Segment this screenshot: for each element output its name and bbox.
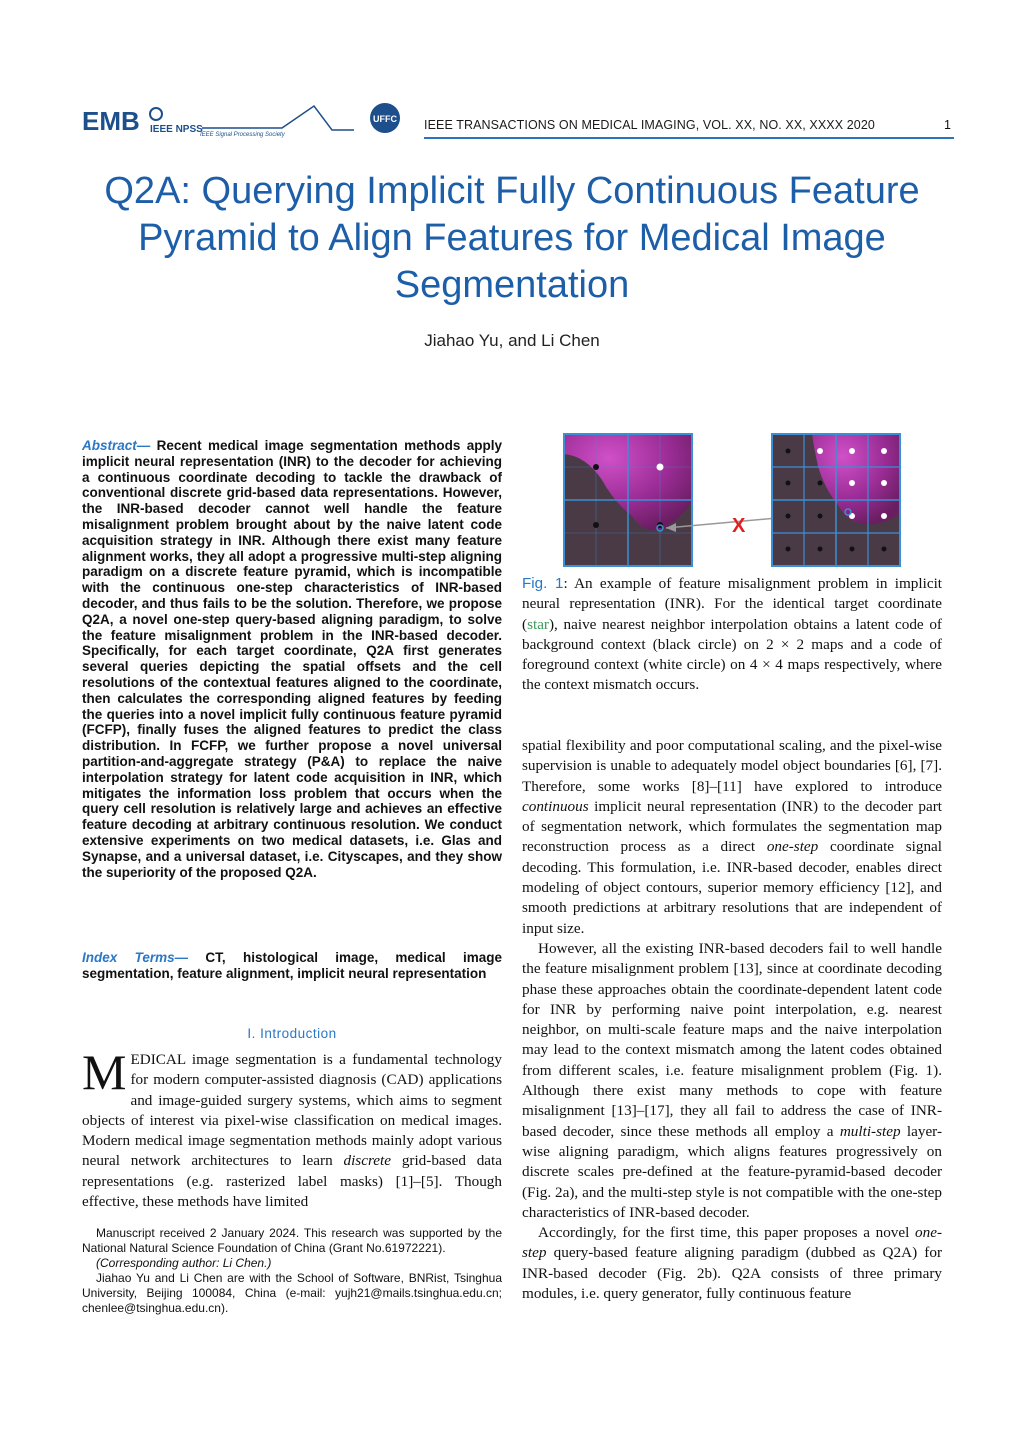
svg-text:EMB: EMB bbox=[82, 106, 140, 136]
footnote-affiliation: Jiahao Yu and Li Chen are with the School of Software, BNRist, Tsinghua University, Beijing 100084, China (e-mail: yujh21@mails.tsinghua.edu.cn; chenlee@tsinghua.edu.cn). bbox=[82, 1271, 502, 1315]
page-number: 1 bbox=[944, 118, 951, 132]
figure-1 bbox=[562, 432, 906, 568]
index-terms bbox=[82, 950, 502, 982]
signal-processing-society-logo bbox=[200, 106, 354, 138]
intro-lead: EDICAL image segmentation is a fundamental technology for modern computer-assisted diagnosis (CAD) applications and image-guided surgery systems, which aims to segment objects of interest via pixel-wise classification on medical images. Modern medical image segmentation methods mainly adopt various neural network architectures to learn bbox=[82, 1051, 502, 1170]
title-line-1: Q2A: Querying Implicit Fully Continuous Feature bbox=[104, 170, 920, 212]
dropcap: M bbox=[82, 1044, 127, 1100]
abstract-label: Abstract— bbox=[82, 438, 151, 453]
abstract-text: Recent medical image segmentation methods apply implicit neural representation (INR) to the decoder for achieving a continuous coordinate decoding to tackle the drawback of conventional discrete grid-based data representations. However, the INR-based decoder cannot well handle the feature misalignment problem brought about by the naive latent code acquisition strategy in INR. Although there exist many feature alignment works, they all adopt a progressive multi-step aligning paradigm on a discrete feature pyramid, which is incompatible with the continuous one-step characteristics of INR-based decoder, and thus fails to be the solution. Therefore, we propose Q2A, a novel one-step query-based aligning paradigm, to solve the feature misalignment problem in the INR-based decoder. Specifically, for each target coordinate, Q2A first generates several queries depicting the spatial offsets and the cell resolutions of the contextual features aligned to the coordinate, then calculates the corresponding aligned features by feeding the queries into a novel implicit fully continuous feature pyramid (FCFP), finally fuses the aligned features to predict the class distribution. In FCFP, we further propose a novel universal partition-and-aggregate strategy (P&A) to replace the naive interpolation strategy for latent code acquisition in INR, which mitigates the information loss problem that occurs when the query cell resolution is relatively large and achieves an effective feature decoding at arbitrary continuous resolution. We conduct extensive experiments on two medical datasets, i.e. Glas and Synapse, and a universal dataset, i.e. Cityscapes, and they show the superiority of the proposed Q2A. bbox=[82, 438, 502, 880]
right-column-body bbox=[522, 736, 942, 1304]
svg-text:UFFC: UFFC bbox=[373, 114, 397, 124]
index-terms-label: Index Terms— bbox=[82, 950, 189, 965]
intro-tail: grid-based data representations (e.g. rasterized label masks) [1]–[5]. Though effective, these methods have limited bbox=[82, 1152, 503, 1211]
abstract bbox=[82, 438, 502, 880]
authors: Jiahao Yu, and Li Chen bbox=[424, 331, 600, 350]
index-terms-text: CT, histological image, medical image segmentation, feature alignment, implicit neural representation bbox=[82, 950, 502, 981]
intro-paragraph bbox=[82, 1044, 503, 1212]
footnote bbox=[82, 1226, 502, 1316]
figure-label: Fig. 1 bbox=[522, 575, 564, 592]
npss-logo bbox=[150, 108, 203, 135]
publisher-logos bbox=[82, 102, 412, 142]
uffc-logo bbox=[370, 103, 400, 133]
mismatch-x-mark: X bbox=[732, 515, 746, 537]
paper-title bbox=[60, 168, 964, 309]
title-line-3: Segmentation bbox=[394, 264, 630, 306]
title-line-2: Pyramid to Align Features for Medical Image bbox=[138, 217, 886, 259]
journal-header: IEEE TRANSACTIONS ON MEDICAL IMAGING, VOL. XX, NO. XX, XXXX 2020 bbox=[424, 118, 875, 132]
paragraph-2: However, all the existing INR-based decoders fail to well handle the feature misalignment problem [13], since at coordinate decoding phase these approaches obtain the coordinate-dependent latent code for INR by performing naive point interpolation, e.g. nearest neighbor, on multi-scale feature maps and the naive interpolation may lead to the context mismatch among the latent codes obtained from different scales, i.e. feature misalignment problem (Fig. 1). Although there exist many methods to cope with feature misalignment [13]–[17], they all fail to address the case of INR-based decoder, since these methods all employ a multi-step layer-wise aligning paradigm, which aligns features progressively on discrete scales pre-defined at the feature-pyramid-based decoder (Fig. 2a), and the multi-step style is not compatible with the one-step characteristics of INR-based decoder. bbox=[522, 939, 942, 1221]
panel-4x4 bbox=[772, 434, 900, 566]
paragraph-1: spatial flexibility and poor computational scaling, and the pixel-wise supervision is unable to adequately model object boundaries [6], [7]. Therefore, some works [8]–[11] have explored to introduce continuous implicit neural representation (INR) to the decoder part of segmentation network, which formulates the segmentation map reconstruction process as a direct one-step coordinate signal decoding. This formulation, i.e. INR-based decoder, enables direct modeling of object contours, superior memory efficiency [12], and smooth predictions at arbitrary resolutions that are independent of input size. bbox=[522, 737, 943, 937]
footnote-manuscript: Manuscript received 2 January 2024. This research was supported by the National Natural Science Foundation of China (Grant No.61972221). bbox=[82, 1226, 502, 1255]
paragraph-3: Accordingly, for the first time, this paper proposes a novel one-step query-based feature aligning paradigm (dubbed as Q2A) for INR-based decoder (Fig. 2b). Q2A consists of three primary modules, i.e. query generator, fully continuous feature bbox=[522, 1224, 943, 1303]
intro-emphasis: discrete bbox=[343, 1152, 391, 1170]
svg-text:IEEE Signal Processing Society: IEEE Signal Processing Society bbox=[200, 132, 285, 138]
header-rule bbox=[424, 137, 954, 139]
footnote-corresponding: (Corresponding author: Li Chen.) bbox=[96, 1256, 272, 1270]
section-heading: I. Introduction bbox=[247, 1026, 337, 1041]
star-label: star bbox=[527, 615, 549, 633]
panel-2x2 bbox=[564, 434, 692, 566]
emb-logo bbox=[82, 106, 140, 136]
figure-1-caption: Fig. 1: An example of feature misalignment problem in implicit neural representation (INR). For the identical target coordinate (star), naive nearest neighbor interpolation obtains a latent code of background context (black circle) on 2 × 2 maps and a code of foreground context (white circle) on 4 × 4 maps respectively, where the context mismatch occurs. bbox=[522, 575, 943, 694]
svg-text:IEEE NPSS: IEEE NPSS bbox=[150, 124, 203, 135]
